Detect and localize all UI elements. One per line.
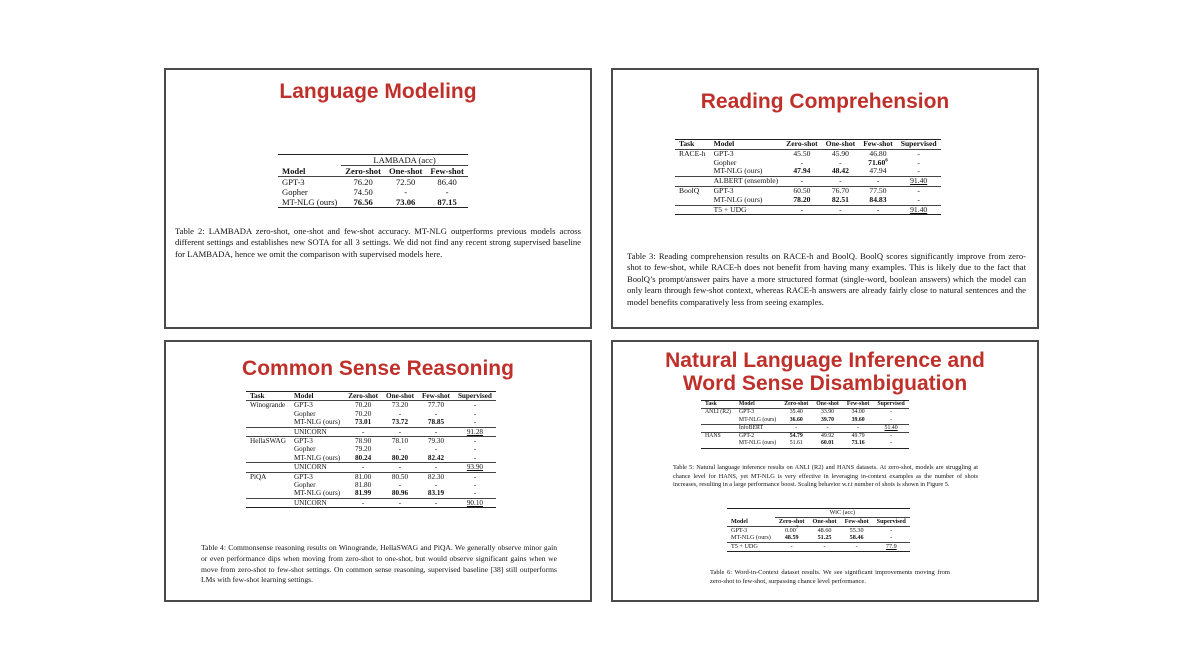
table-caption: Table 2: LAMBADA zero-shot, one-shot and few-shot accuracy. MT-NLG outperforms previous models across different settings and establishes new SOTA for all 3 settings. We did not find any recent strong supervised baseline for LAMBADA, hence we omit the comparison with supervised models here.	[175, 226, 581, 259]
slide-title-line-1: Natural Language Inference and	[665, 349, 985, 372]
slide-nli-wsd	[611, 340, 1039, 602]
table-row: MT-NLG (ours) 36.60 39.70 39.60 -	[738, 416, 893, 423]
slide-language-modeling	[164, 68, 592, 329]
table-row: InfoBERT - - - 51.40	[701, 424, 909, 432]
table-row: T5 + UDG - - - 91.40	[675, 205, 941, 215]
table-row: RACE-h GPT-3 45.50 45.90 46.80 -	[679, 148, 920, 158]
table-row: PiQA GPT-3 81.00 80.50 82.30 -	[250, 472, 477, 481]
col-header: One-shot	[388, 166, 423, 176]
table-row: MT-NLG (ours) 51.61 60.01 73.16 -	[701, 440, 909, 448]
table-caption: Table 3: Reading comprehension results on RACE-h and BoolQ. BoolQ scores significantly improve from zero-shot to few-shot, while RACE-h does not benefit from having many examples. This is likely due to the fact that BoolQ’s prompt/answer pairs have a more structured format (single-word, boolean answers) which the model can only learn through few-shot context, whereas RACE-h answers are already fairly close to natural sentences and the model benefits comparatively less from seeing examples.	[627, 251, 1026, 307]
table-row: MT-NLG (ours) 80.24 80.20 82.42 -	[293, 453, 477, 462]
table-row: MT-NLG (ours) 78.20 82.51 84.83 -	[713, 194, 920, 204]
slide-title: Reading Comprehension	[700, 90, 950, 113]
table-row: Gopher 70.20 - - -	[293, 409, 477, 418]
table-caption: Table 5: Natural language inference results on ANLI (R2) and HANS datasets. At zero-shot, models are struggling at chance level for HANS, yet MT-NLG is very effective in leveraging in-context examples as the number of shots increases, resulting in a large performance boost. Scaling behavior w.r.t number of shots is shown in Figure 5.	[673, 464, 978, 489]
nli-table: Task Model Zero-shot One-shot Few-shot Supervised ANLI (R2) GPT-3 35.40 33.90 34.00 - MT-NLG (ours) 36.60 39.70 39.60 - InfoBERT - - - 51.40 HANS GPT-2 54.79 49.92 49.79 - MT-NLG (ours) 51.61 60.01 73.16 -	[701, 400, 909, 449]
table-row: GPT-3 0.00$^7$ 48.60 55.30 -	[731, 525, 893, 534]
slide-common-sense-reasoning	[164, 340, 592, 602]
table-row: BoolQ GPT-3 60.50 76.70 77.50 -	[679, 185, 920, 195]
table-group-header: LAMBADA (acc)	[341, 155, 468, 166]
table-row: MT-NLG (ours) 81.99 80.96 83.19 -	[293, 489, 477, 498]
slide-title: Common Sense Reasoning	[242, 357, 514, 380]
col-header: Zero-shot	[345, 166, 381, 176]
slide-title-line-2: Word Sense Disambiguation	[682, 372, 968, 395]
table-row: HANS GPT-2 54.79 49.92 49.79 -	[705, 433, 893, 440]
table-row: Gopher 74.50 - -	[282, 187, 449, 197]
table-row: GPT-3 76.20 72.50 86.40	[282, 177, 457, 187]
table-row: MT-NLG (ours) 48.59 51.25 58.46 -	[731, 534, 893, 542]
table-row: UNICORN - - - 90.10	[246, 498, 496, 507]
table-row: MT-NLG (ours) 76.56 73.06 87.15	[278, 197, 468, 208]
table-row: Winogrande GPT-3 70.20 73.20 77.70 -	[250, 401, 477, 410]
slide-title: Language Modeling	[279, 80, 477, 103]
table-group-header: WiC (acc)	[775, 509, 910, 518]
table-row: Gopher - - 71.60$^6$ -	[713, 157, 920, 167]
common-sense-table: Task Model Zero-shot One-shot Few-shot Supervised Winogrande GPT-3 70.20 73.20 77.70 - Gopher 70.20 - - - MT-NLG (ours) 73.01 73.72 78.85 - UNICORN - - - 91.28 HellaSWAG GPT-3 78.90 78.10 79.30 - Gopher 79.20 - - - MT-NLG (ours) 80.24 80.20 82.42 - UNICORN - - - 93.90 PiQA GPT-3 81.00 80.50 82.30 - Gopher 81.80 - - - MT-NLG (ours) 81.99 80.96 83.19 - UNICORN - - - 90.10	[246, 391, 496, 508]
table-row: MT-NLG (ours) 73.01 73.72 78.85 -	[293, 418, 477, 427]
table-caption: Table 6: Word-in-Context dataset results. We see significant improvements moving from zero-shot to few-shot, surpassing chance level performance.	[710, 569, 950, 585]
table-row: T5 + UDG - - - 77.9	[727, 543, 910, 552]
table-row: HellaSWAG GPT-3 78.90 78.10 79.30 -	[250, 437, 477, 446]
table-row: UNICORN - - - 91.28	[246, 427, 496, 436]
col-header: Model	[282, 165, 306, 176]
table-caption: Table 4: Commonsense reasoning results on Winogrande, HellaSWAG and PiQA. We generally observe minor gain or even performance dips when moving from zero-shot to one-shot, but would observe significant gains when we move from zero-shot to few-shot settings. On common sense reasoning, supervised baseline [38] still outperforms LMs with few-shot learning settings.	[201, 543, 557, 585]
col-header: Few-shot	[430, 166, 464, 176]
table-row: Gopher 79.20 - - -	[293, 445, 477, 454]
table-row: UNICORN - - - 93.90	[246, 463, 496, 472]
table-row: ALBERT (ensemble) - - - 91.40	[675, 177, 941, 187]
table-row: MT-NLG (ours) 47.94 48.42 47.94 -	[713, 166, 920, 176]
table-row: Gopher 81.80 - - -	[293, 481, 477, 490]
slide-reading-comprehension	[611, 68, 1039, 329]
table-row: ANLI (R2) GPT-3 35.40 33.90 34.00 -	[705, 409, 893, 416]
reading-comprehension-table: Task Model Zero-shot One-shot Few-shot Supervised RACE-h GPT-3 45.50 45.90 46.80 - Gopher - - 71.60$^6$ - MT-NLG (ours) 47.94 48.42 47.94 - ALBERT (ensemble) - - - 91.40 BoolQ GPT-3 60.50 76.70 77.50 - MT-NLG (ours) 78.20 82.51 84.83 - T5 + UDG - - - 91.40	[675, 139, 941, 215]
lambada-table	[278, 154, 468, 208]
wic-table: WiC (acc) Model Zero-shot One-shot Few-shot Supervised GPT-3 0.00$^7$ 48.60 55.30 - MT-NLG (ours) 48.59 51.25 58.46 - T5 + UDG - - - 77.9	[727, 508, 910, 552]
